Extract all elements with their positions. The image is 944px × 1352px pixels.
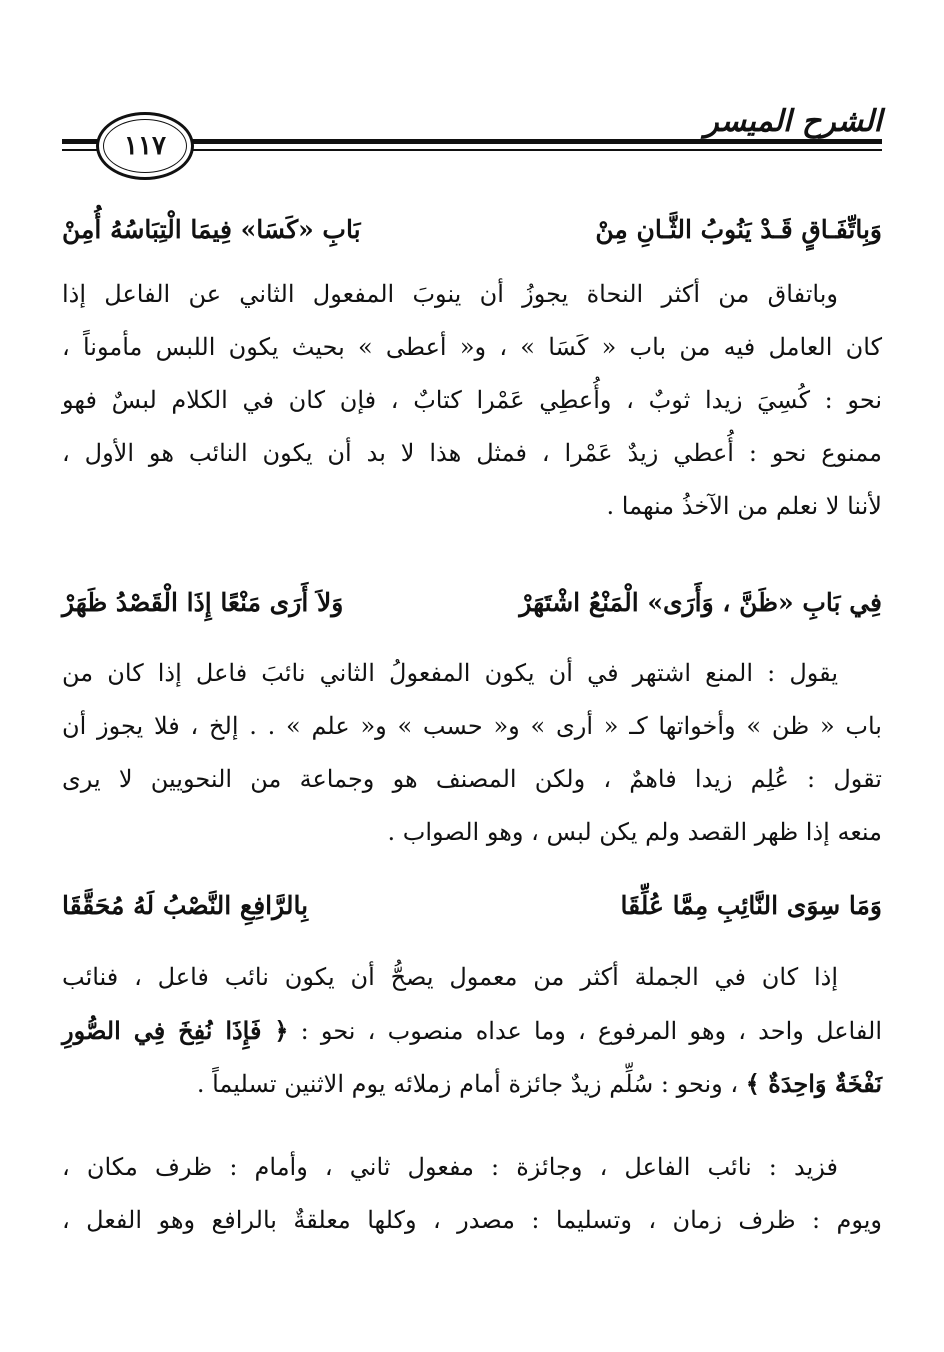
verse-3-left-hemistich: بِالرَّافِعِ النَّصْبُ لَهُ مُحَقَّقَا: [62, 890, 309, 920]
paragraph-line: فزيد : نائب الفاعل ، وجائزة : مفعول ثاني ، وأمام : ظرف مكان ،: [62, 1153, 838, 1181]
paragraph-line: [62, 1057, 882, 1110]
paragraph-1: [62, 268, 882, 533]
verse-1: [62, 207, 882, 251]
page-number: ١١٧: [124, 131, 166, 161]
paragraph-text: ، ونحو : سُلِّم زيدٌ جائزة أمام زملائه يوم الاثنين تسليماً .: [196, 1070, 739, 1098]
paragraph-text: الفاعل واحد ، وهو المرفوع ، وما عداه منصوب ، نحو :: [300, 1017, 882, 1045]
paragraph-line: وباتفاق من أكثر النحاة يجوزُ أن ينوبَ المفعول الثاني عن الفاعل إذا: [62, 280, 838, 308]
quran-quote: ﴿ فَإِذَا نُفِخَ فِي الصُّورِ: [62, 1016, 289, 1045]
verse-1-left-hemistich: بَابِ «كَسَا» فِيمَا الْتِبَاسُهُ أُمِنْ: [62, 214, 361, 244]
paragraph-line: [62, 1004, 882, 1057]
running-title: الشرح الميسر: [704, 104, 882, 139]
paragraph-line: لأننا لا نعلم من الآخذُ منهما .: [606, 492, 882, 520]
paragraph-line: ويوم : ظرف زمان ، وتسليما : مصدر ، وكلها معلقةٌ بالرافع وهو الفعل ،: [62, 1206, 882, 1234]
paragraph-line: كان العامل فيه من باب « كَسَا » ، و« أعطى » بحيث يكون اللبس مأموناً ،: [62, 333, 882, 361]
paragraph-3: [62, 951, 882, 1110]
verse-3-right-hemistich: وَمَا سِوَى النَّائِبِ مِمَّا عُلِّقَا: [620, 890, 882, 920]
quran-quote: نَفْخَةٌ وَاحِدَةٌ ﴾: [745, 1069, 882, 1098]
verse-2-right-hemistich: فِي بَابِ «ظَنَّ ، وَأَرَى» الْمَنْعُ اشْتَهَرْ: [519, 587, 882, 617]
paragraph-2: [62, 647, 882, 859]
paragraph-line: نحو : كُسِيَ زيدا ثوبٌ ، وأُعطِي عَمْرا كتابٌ ، فإن كان في الكلام لبسٌ فهو: [62, 386, 883, 414]
paragraph-line: منعه إذا ظهر القصد ولم يكن لبس ، وهو الصواب .: [387, 818, 882, 846]
verse-1-right-hemistich: وَبِاتِّفَـاقٍ قَـدْ يَنُوبُ الثَّـانِ مِنْ: [595, 214, 882, 244]
paragraph-line: يقول : المنع اشتهر في أن يكون المفعولُ الثاني نائبَ فاعل إذا كان من: [62, 659, 838, 687]
verse-2: [62, 580, 882, 624]
paragraph-line: إذا كان في الجملة أكثر من معمول يصحُّ أن يكون نائب فاعل ، فنائب: [62, 963, 838, 991]
paragraph-4: [62, 1141, 882, 1247]
verse-3: [62, 883, 882, 927]
paragraph-line: ممنوع نحو : أُعطي زيدٌ عَمْرا ، فمثل هذا لا بد أن يكون النائب هو الأول ،: [62, 439, 882, 467]
paragraph-line: تقول : عُلِم زيدا فاهمٌ ، ولكن المصنف هو وجماعة من النحويين لا يرى: [62, 765, 882, 793]
page-number-badge: [96, 112, 194, 180]
verse-2-left-hemistich: وَلاَ أَرَى مَنْعًا إِذَا الْقَصْدُ ظَهَرْ: [62, 587, 344, 617]
paragraph-line: باب « ظن » وأخواتها كـ « أرى » و« حسب » و« علم » . . إلخ ، فلا يجوز أن: [62, 712, 882, 740]
